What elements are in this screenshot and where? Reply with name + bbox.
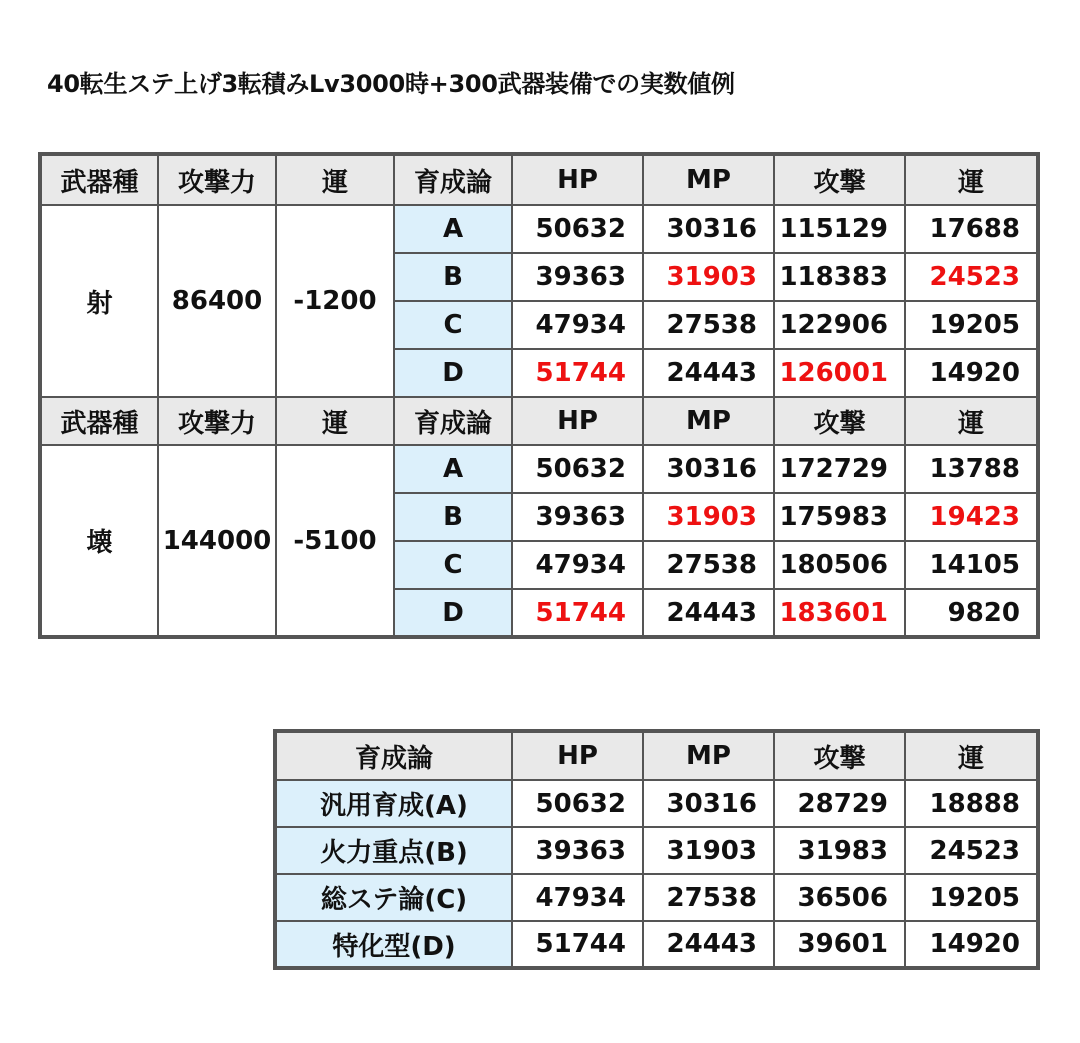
cell-mp: 27538 [643,874,774,921]
cell-luck: 24523 [905,253,1038,301]
cell-hp: 50632 [512,780,643,827]
header-attack: 攻撃 [774,731,905,780]
cell-attack: 118383 [774,253,905,301]
cell-hp: 47934 [512,874,643,921]
header-luck: 運 [905,731,1038,780]
cell-growth-theory: C [394,541,512,589]
cell-growth-theory: B [394,253,512,301]
cell-attack: 183601 [774,589,905,637]
cell-hp: 39363 [512,493,643,541]
cell-mp: 31903 [643,253,774,301]
header-mp: MP [643,154,774,205]
cell-mp: 30316 [643,205,774,253]
cell-attack: 28729 [774,780,905,827]
header-mp: MP [643,731,774,780]
cell-hp: 39363 [512,253,643,301]
header-luck: 運 [276,154,394,205]
cell-luck: 9820 [905,589,1038,637]
header-growth-theory: 育成論 [275,731,512,780]
cell-hp: 39363 [512,827,643,874]
cell-hp: 51744 [512,921,643,968]
page-title: 40転生ステ上げ3転積みLv3000時+300武器装備での実数値例 [47,70,735,98]
header-attack: 攻撃 [774,397,905,445]
cell-attack: 126001 [774,349,905,397]
header-hp: HP [512,731,643,780]
cell-mp: 30316 [643,445,774,493]
cell-luck: 14920 [905,349,1038,397]
cell-mp: 31903 [643,827,774,874]
cell-attack: 180506 [774,541,905,589]
cell-growth-theory-name: 火力重点(B) [275,827,512,874]
cell-mp: 24443 [643,921,774,968]
cell-luck: 19423 [905,493,1038,541]
cell-mp: 24443 [643,589,774,637]
cell-luck: 13788 [905,445,1038,493]
header-hp: HP [512,154,643,205]
cell-hp: 50632 [512,205,643,253]
table-row [275,921,1038,968]
cell-luck: 24523 [905,827,1038,874]
header-attack-power: 攻撃力 [158,397,276,445]
cell-weapon-type: 射 [40,205,158,397]
header-weapon-type: 武器種 [40,397,158,445]
header-mp: MP [643,397,774,445]
cell-growth-theory: B [394,493,512,541]
cell-luck: 19205 [905,874,1038,921]
cell-hp: 51744 [512,349,643,397]
header-row [275,731,1038,780]
cell-luck: 18888 [905,780,1038,827]
cell-attack: 39601 [774,921,905,968]
cell-growth-theory: A [394,445,512,493]
growth-theory-summary-table [273,729,1040,970]
header-weapon-type: 武器種 [40,154,158,205]
header-attack: 攻撃 [774,154,905,205]
header-luck: 運 [276,397,394,445]
cell-mp: 27538 [643,301,774,349]
header-row [40,154,1038,205]
table-row [40,205,1038,253]
cell-attack: 115129 [774,205,905,253]
cell-attack-power: 144000 [158,445,276,637]
header-row [40,397,1038,445]
cell-luck: 19205 [905,301,1038,349]
cell-luck: 14920 [905,921,1038,968]
cell-luck: 14105 [905,541,1038,589]
header-growth-theory: 育成論 [394,397,512,445]
header-attack-power: 攻撃力 [158,154,276,205]
cell-growth-theory-name: 総ステ論(C) [275,874,512,921]
cell-mp: 30316 [643,780,774,827]
cell-hp: 50632 [512,445,643,493]
cell-growth-theory: C [394,301,512,349]
cell-weapon-luck: -5100 [276,445,394,637]
header-luck-stat: 運 [905,397,1038,445]
table-row [275,874,1038,921]
cell-attack: 31983 [774,827,905,874]
cell-weapon-luck: -1200 [276,205,394,397]
header-hp: HP [512,397,643,445]
table-row [275,780,1038,827]
cell-growth-theory: D [394,589,512,637]
cell-hp: 47934 [512,541,643,589]
cell-hp: 51744 [512,589,643,637]
cell-attack: 122906 [774,301,905,349]
cell-growth-theory: D [394,349,512,397]
cell-growth-theory-name: 汎用育成(A) [275,780,512,827]
cell-growth-theory-name: 特化型(D) [275,921,512,968]
header-growth-theory: 育成論 [394,154,512,205]
header-luck-stat: 運 [905,154,1038,205]
weapon-stats-table [38,152,1040,639]
cell-attack: 36506 [774,874,905,921]
cell-hp: 47934 [512,301,643,349]
table-row [275,827,1038,874]
cell-growth-theory: A [394,205,512,253]
cell-mp: 27538 [643,541,774,589]
cell-luck: 17688 [905,205,1038,253]
table-row [40,445,1038,493]
cell-attack-power: 86400 [158,205,276,397]
cell-mp: 24443 [643,349,774,397]
cell-weapon-type: 壊 [40,445,158,637]
cell-attack: 175983 [774,493,905,541]
cell-attack: 172729 [774,445,905,493]
cell-mp: 31903 [643,493,774,541]
